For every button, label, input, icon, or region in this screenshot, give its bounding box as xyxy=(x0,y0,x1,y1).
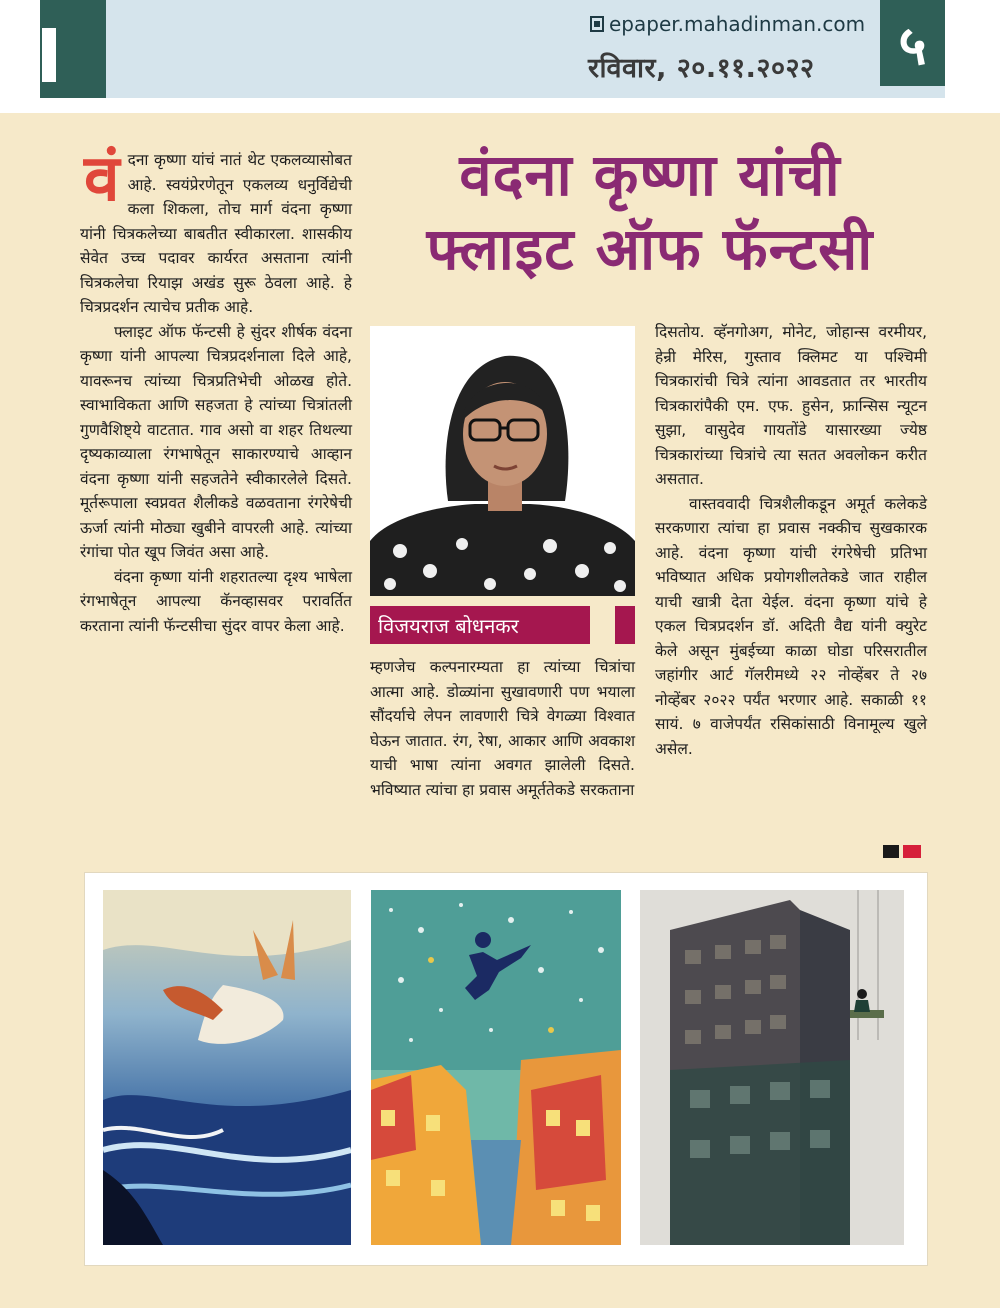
article-column-1 xyxy=(80,142,352,638)
article-column-3 xyxy=(655,320,927,761)
byline-accent xyxy=(615,606,635,644)
headline-line-2: फ्लाइट ऑफ फॅन्टसी xyxy=(426,215,874,283)
header-left-tab xyxy=(40,0,106,98)
end-mark-red xyxy=(903,845,921,858)
website-link[interactable] xyxy=(590,10,865,38)
header-left-marker xyxy=(42,28,56,82)
end-mark-black xyxy=(883,845,899,858)
painting-leaping-figure xyxy=(371,890,621,1245)
col3-paragraph-1: दिसतोय. व्हॅनगोअग, मोनेट, जोहान्स वरमीयर, हेन्री मेरिस, गुस्ताव क्लिमट या पश्चिमी चित्रकारांची चित्रे त्यांना आवडतात तर भारतीय चित्रकारांपैकी एम. एफ. हुसेन, फ्रान्सिस न्यूटन सुझा, वासुदेव गायतोंडे यासारख्या ज्येष्ठ चित्रकारांच्या चित्रांचे त्या सतत अवलोकन करीत असतात. xyxy=(655,323,927,488)
col2-paragraph-1: म्हणजेच कल्पनारम्यता हा त्यांच्या चित्रांचा आत्मा आहे. डोळ्यांना सुखावणारी पण भयाला सौंदर्याचे लेपन लावणारी चित्रे वेगळ्या विश्वात घेऊन जातात. रंग, रेषा, आकार आणि अवकाश याची भाषा त्यांना अवगत झालेली दिसते. भविष्यात त्यांचा हा प्रवास अमूर्ततेकडे सरकताना xyxy=(370,658,635,799)
col3-paragraph-2: वास्तववादी चित्रशैलीकडून अमूर्त कलेकडे सरकणारा त्यांचा हा प्रवास नक्कीच सुखकारक आहे. वंदना कृष्णा यांची रंगरेषेची प्रतिभा भविष्यात अधिक प्रयोगशीलतेकडे जात राहील याची खात्री देता येईल. वंदना कृष्णा यांचे हे एकल चित्रप्रदर्शन डॉ. अदिती वैद्य यांनी क्युरेट केले असून मुंबईच्या काळा घोडा परिसरातील जहांगीर आर्ट गॅलरीमध्ये २२ नोव्हेंबर ते २७ नोव्हेंबर २०२२ पर्यंत भरणार आहे. सकाळी ११ सायं. ७ वाजेपर्यंत रसिकांसाठी विनामूल्य खुले असेल. xyxy=(655,494,927,758)
painting-tower xyxy=(640,890,904,1245)
byline: विजयराज बोधनकर xyxy=(370,606,590,644)
col1-paragraph-1: दना कृष्णा यांचं नातं थेट एकलव्यासोबत आहे. स्वयंप्रेरणेतून एकलव्य धनुर्विद्येची कला शिकला, तोच मार्ग वंदना कृष्णा यांनी चित्रकलेच्या बाबतीत स्वीकारला. शासकीय सेवेत उच्च पदावर कार्यरत असताना त्यांनी चित्रकलेचा रियाझ अखंड सुरू ठेवला आहे. हे चित्रप्रदर्शन त्याचेच प्रतीक आहे. xyxy=(80,151,352,316)
headline-line-1: वंदना कृष्णा यांची xyxy=(459,141,841,209)
col1-paragraph-2: फ्लाइट ऑफ फॅन्टसी हे सुंदर शीर्षक वंदना कृष्णा यांनी आपल्या चित्रप्रदर्शनाला दिले आहे, यावरूनच त्यांच्या चित्रप्रतिभेची ओळख होते. स्वाभाविकता आणि सहजता हे त्यांच्या चित्रांतली गुणवैशिष्ट्ये वाटतात. गाव असो वा शहर तिथल्या दृष्यकाव्याला रंगभाषेतून साकारण्याचे आव्हान वंदना कृष्णा यांनी सहजतेने स्वीकारलेले दिसते. मूर्तरूपाला स्वप्नवत शैलीकडे वळवताना रंगरेषेची ऊर्जा त्यांनी मोठ्या खुबीने वापरली आहे. त्यांच्या रंगांचा पोत खूप जिवंत असा आहे. xyxy=(80,322,352,561)
website-text: epaper.mahadinman.com xyxy=(609,12,866,36)
author-photo xyxy=(370,326,635,596)
painting-diver xyxy=(103,890,351,1245)
article-column-2 xyxy=(370,655,635,802)
newspaper-icon xyxy=(590,16,604,32)
drop-cap: वं xyxy=(84,142,120,216)
article-headline xyxy=(365,138,935,286)
issue-date: रविवार, २०.११.२०२२ xyxy=(588,53,815,84)
col1-paragraph-3: वंदना कृष्णा यांनी शहरातल्या दृश्य भाषेला रंगभाषेतून आपल्या कॅनव्हासवर परावर्तित करताना त्यांनी फॅन्टसीचा सुंदर वापर केला आहे. xyxy=(80,567,352,635)
page-number: ५ xyxy=(880,0,945,86)
